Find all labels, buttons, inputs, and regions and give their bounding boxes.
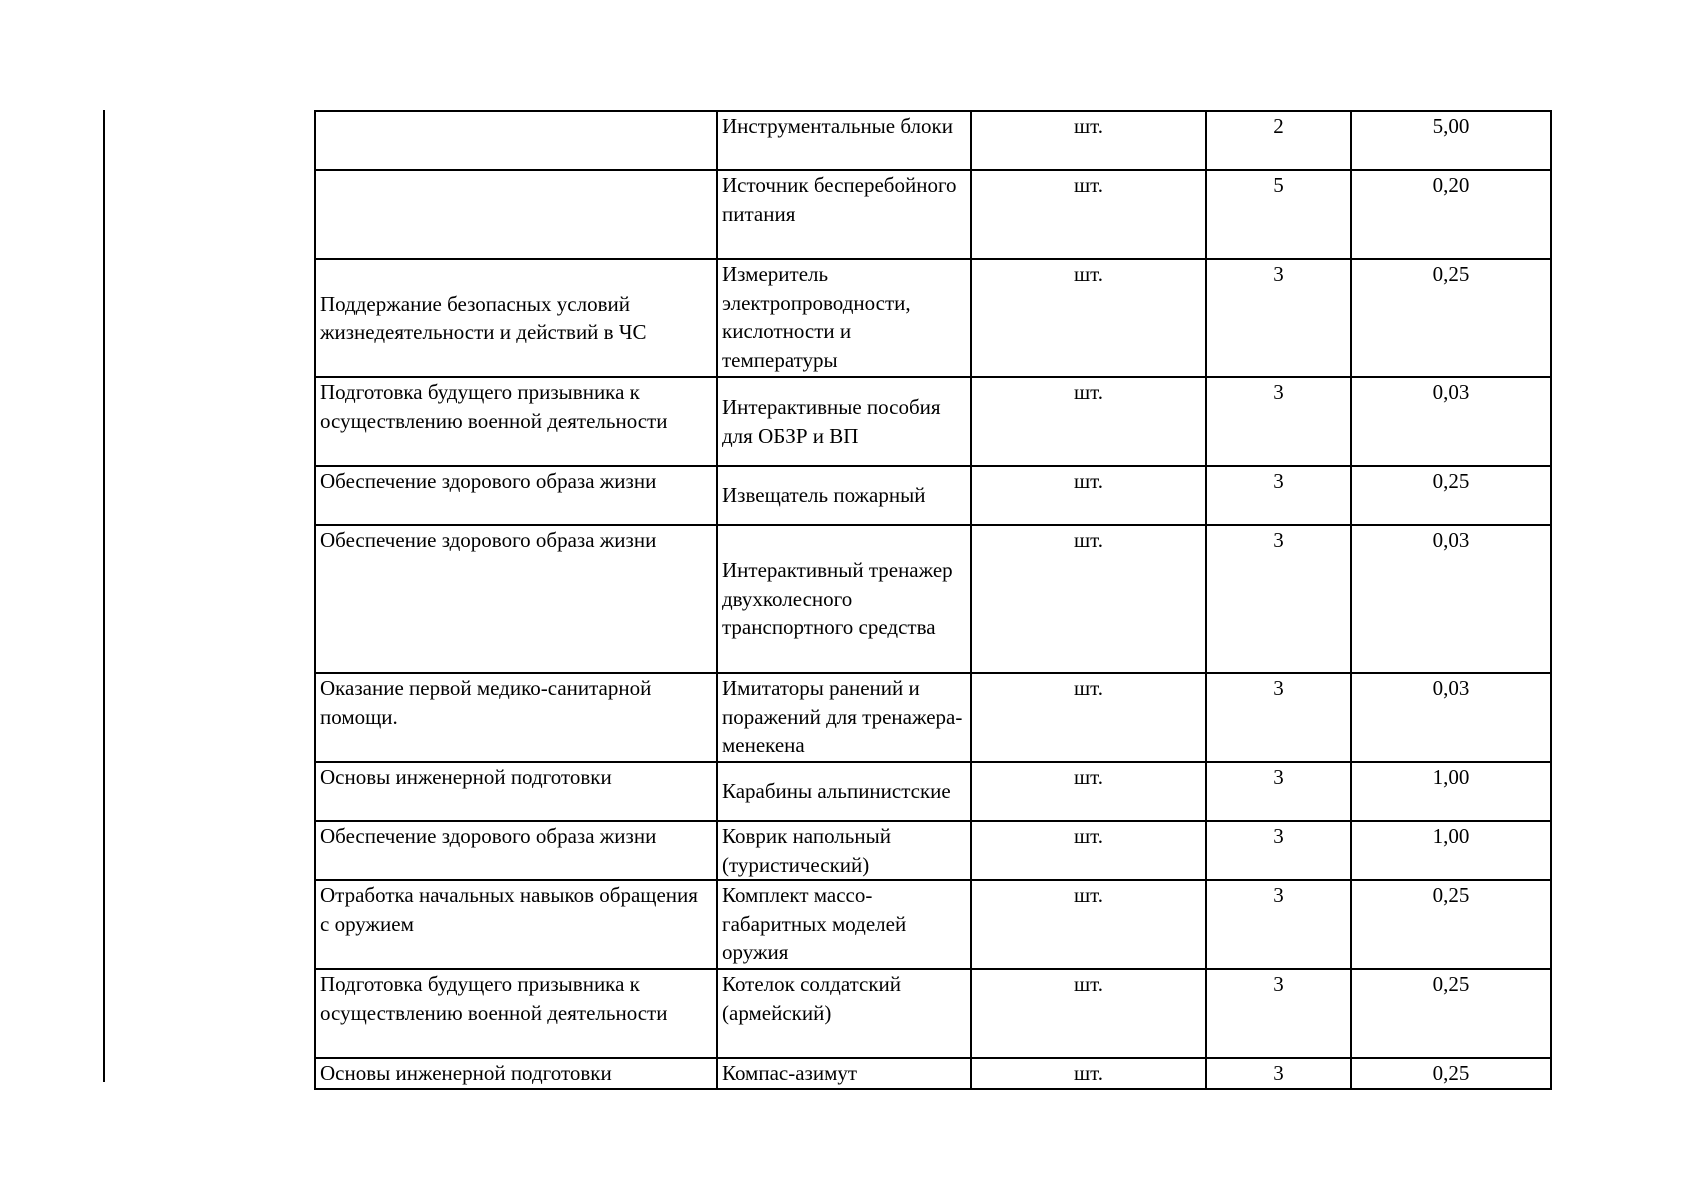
table-row	[315, 111, 1551, 170]
unit-cell: шт.	[971, 673, 1206, 762]
unit-cell: шт.	[971, 525, 1206, 673]
activity-cell: Обеспечение здорового образа жизни	[315, 821, 717, 880]
quantity-cell: 5	[1206, 170, 1351, 259]
item-cell: Компас-азимут	[717, 1058, 971, 1089]
activity-cell: Отработка начальных навыков обращения с оружием	[315, 880, 717, 969]
table-row	[315, 821, 1551, 880]
item-cell: Котелок солдатский (армейский)	[717, 969, 971, 1058]
table-row	[315, 377, 1551, 466]
value-cell: 5,00	[1351, 111, 1551, 170]
item-cell: Измеритель электропроводности, кислотности и температуры	[717, 259, 971, 377]
unit-cell: шт.	[971, 969, 1206, 1058]
activity-cell: Подготовка будущего призывника к осуществлению военной деятельности	[315, 377, 717, 466]
table-row	[315, 673, 1551, 762]
quantity-cell: 3	[1206, 525, 1351, 673]
quantity-cell: 2	[1206, 111, 1351, 170]
item-cell: Интерактивный тренажер двухколесного транспортного средства	[717, 525, 971, 673]
quantity-cell: 3	[1206, 762, 1351, 821]
table-row	[315, 969, 1551, 1058]
unit-cell: шт.	[971, 111, 1206, 170]
table-row	[315, 259, 1551, 377]
quantity-cell: 3	[1206, 1058, 1351, 1089]
value-cell: 0,03	[1351, 673, 1551, 762]
item-cell: Карабины альпинистские	[717, 762, 971, 821]
value-cell: 0,25	[1351, 466, 1551, 525]
value-cell: 1,00	[1351, 762, 1551, 821]
quantity-cell: 3	[1206, 673, 1351, 762]
unit-cell: шт.	[971, 1058, 1206, 1089]
quantity-cell: 3	[1206, 259, 1351, 377]
unit-cell: шт.	[971, 259, 1206, 377]
quantity-cell: 3	[1206, 466, 1351, 525]
activity-cell	[315, 111, 717, 170]
value-cell: 1,00	[1351, 821, 1551, 880]
value-cell: 0,25	[1351, 259, 1551, 377]
equipment-table	[314, 110, 1552, 1090]
value-cell: 0,25	[1351, 880, 1551, 969]
quantity-cell: 3	[1206, 377, 1351, 466]
item-cell: Источник бесперебойного питания	[717, 170, 971, 259]
activity-cell: Основы инженерной подготовки	[315, 1058, 717, 1089]
unit-cell: шт.	[971, 377, 1206, 466]
table-row	[315, 762, 1551, 821]
left-margin-rule	[103, 110, 105, 1082]
item-cell: Инструментальные блоки	[717, 111, 971, 170]
activity-cell: Основы инженерной подготовки	[315, 762, 717, 821]
unit-cell: шт.	[971, 821, 1206, 880]
value-cell: 0,20	[1351, 170, 1551, 259]
item-cell: Комплект массо-габаритных моделей оружия	[717, 880, 971, 969]
value-cell: 0,03	[1351, 377, 1551, 466]
quantity-cell: 3	[1206, 969, 1351, 1058]
unit-cell: шт.	[971, 466, 1206, 525]
quantity-cell: 3	[1206, 880, 1351, 969]
activity-cell: Подготовка будущего призывника к осуществлению военной деятельности	[315, 969, 717, 1058]
item-cell: Интерактивные пособия для ОБЗР и ВП	[717, 377, 971, 466]
activity-cell: Обеспечение здорового образа жизни	[315, 525, 717, 673]
activity-cell: Поддержание безопасных условий жизнедеятельности и действий в ЧС	[315, 259, 717, 377]
value-cell: 0,25	[1351, 1058, 1551, 1089]
item-cell: Извещатель пожарный	[717, 466, 971, 525]
activity-cell	[315, 170, 717, 259]
unit-cell: шт.	[971, 762, 1206, 821]
table-row	[315, 880, 1551, 969]
item-cell: Коврик напольный (туристический)	[717, 821, 971, 880]
value-cell: 0,03	[1351, 525, 1551, 673]
activity-cell: Обеспечение здорового образа жизни	[315, 466, 717, 525]
table-row	[315, 525, 1551, 673]
table-row	[315, 466, 1551, 525]
value-cell: 0,25	[1351, 969, 1551, 1058]
quantity-cell: 3	[1206, 821, 1351, 880]
item-cell: Имитаторы ранений и поражений для тренажера-менекена	[717, 673, 971, 762]
activity-cell: Оказание первой медико-санитарной помощи.	[315, 673, 717, 762]
unit-cell: шт.	[971, 170, 1206, 259]
unit-cell: шт.	[971, 880, 1206, 969]
table-row	[315, 170, 1551, 259]
table-row	[315, 1058, 1551, 1089]
